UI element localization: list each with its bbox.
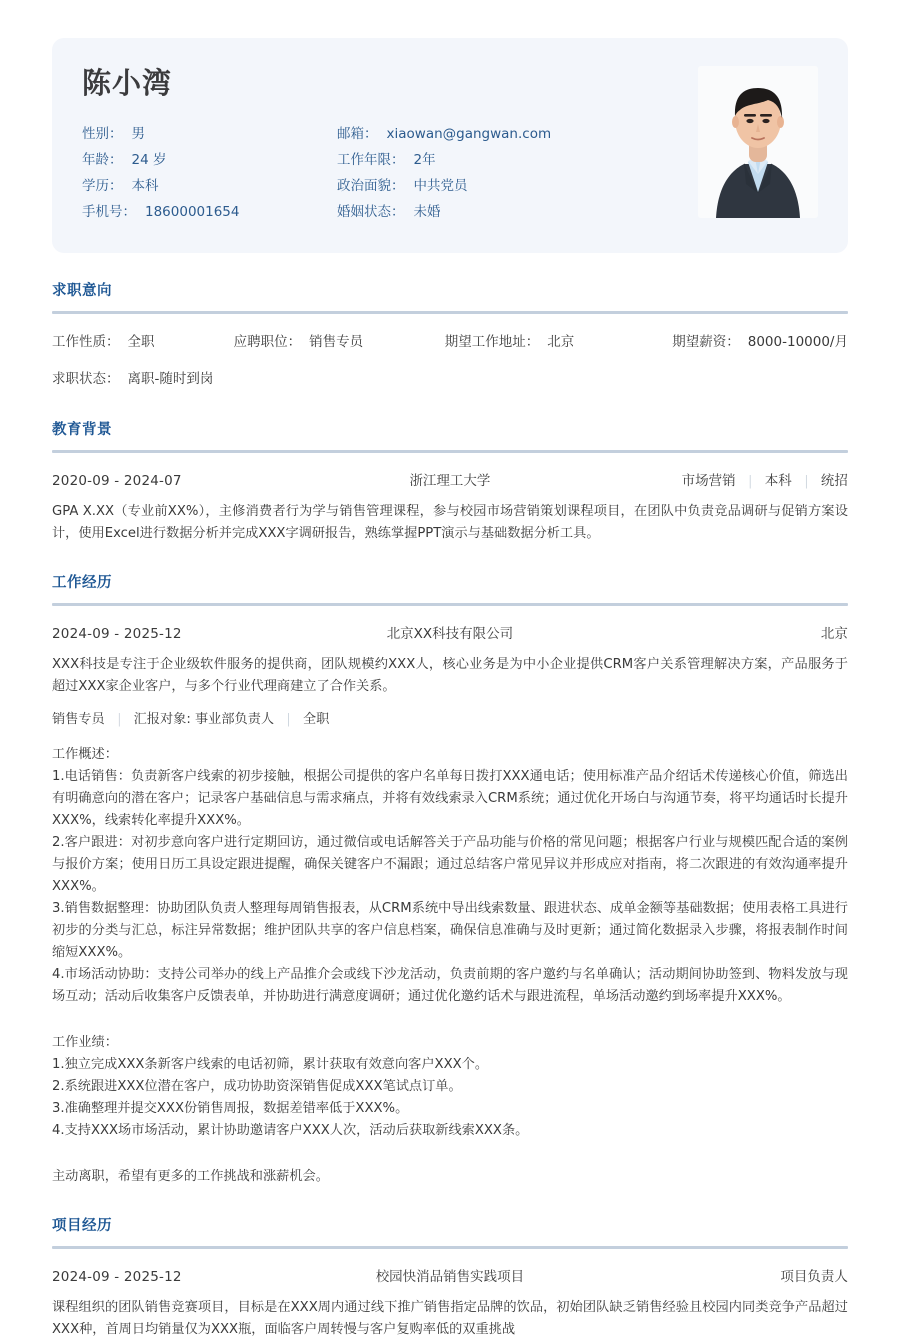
work-tag-position: 销售专员 [52, 712, 105, 727]
separator-icon: | [286, 712, 291, 727]
work-duty-item: 2.客户跟进：对初步意向客户进行定期回访，通过微信或电话解答关于产品功能与价格的常见问题；根据客户行业与规模匹配合适的案例与报价方案；使用日历工具设定跟进提醒，确保关键客户不漏跟；通过总结客户常见异议并形成应对指南，将二次跟进的有效沟通率提升XXX%。 [52, 835, 848, 894]
work-achievement-item: 4.支持XXX场市场活动，累计协助邀请客户XXX人次，活动后获取新线索XXX条。 [52, 1123, 529, 1138]
info-marital-status [337, 199, 642, 225]
intent-status-label: 求职状态： [52, 371, 120, 387]
profile-header-card [52, 38, 848, 253]
info-phone-value: 18600001654 [145, 203, 240, 220]
project-name: 校园快消品销售实践项目 [375, 1269, 525, 1285]
project-entry-head [52, 1265, 848, 1289]
info-marital-status-value: 未婚 [413, 203, 441, 220]
info-gender-label: 性别： [82, 125, 123, 142]
page-title: 陈小湾 [82, 66, 173, 100]
info-education-level-value: 本科 [131, 177, 159, 194]
work-achievement-item: 2.系统跟进XXX位潜在客户，成功协助资深销售促成XXX笔试点订单。 [52, 1079, 462, 1094]
section-education [52, 418, 848, 545]
work-achievement-item: 1.独立完成XXX条新客户线索的电话初筛，累计获取有效意向客户XXX个。 [52, 1057, 489, 1072]
spacer [52, 1152, 848, 1166]
section-title-job-intention: 求职意向 [52, 283, 112, 299]
separator-icon: | [804, 473, 809, 489]
intent-job-type-label: 工作性质： [52, 334, 120, 350]
education-description: GPA X.XX（专业前XX%），主修消费者行为学与销售管理课程，参与校园市场营销策划课程项目，在团队中负责竞品调研与促销方案设计，使用Excel进行数据分析并完成XXX字调研报告，熟练掌握PPT演示与基础数据分析工具。 [52, 504, 848, 541]
work-duties-title: 工作概述： [52, 747, 118, 762]
work-entry-head [52, 622, 848, 646]
project-date: 2024-09 - 2025-12 [52, 1269, 182, 1285]
info-political-status [337, 173, 642, 199]
work-leave-reason: 主动离职，希望有更多的工作挑战和涨薪机会。 [52, 1169, 329, 1184]
work-duty-item: 4.市场活动协助：支持公司举办的线上产品推介会或线下沙龙活动，负责前期的客户邀约与名单确认；活动期间协助签到、物料发放与现场互动；活动后收集客户反馈表单，并协助进行满意度调研；通过优化邀约话术与跟进流程，单场活动邀约到场率提升XXX%。 [52, 967, 848, 1004]
info-email-label: 邮箱： [337, 125, 378, 142]
work-duty-item: 3.销售数据整理：协助团队负责人整理每周销售报表，从CRM系统中导出线索数量、跟进状态、成单金额等基础数据；使用表格工具进行初步的分类与汇总，标注异常数据；维护团队共享的客户信息档案，确保信息准确与及时更新；通过简化数据录入步骤，将报表制作时间缩短XXX%。 [52, 901, 848, 960]
project-role: 项目负责人 [780, 1269, 848, 1285]
intent-location [445, 330, 673, 355]
section-divider [52, 1246, 848, 1249]
info-age-label: 年龄： [82, 151, 123, 168]
info-age [82, 147, 337, 173]
info-education-level-label: 学历： [82, 177, 123, 194]
intent-position-value: 销售专员 [309, 334, 364, 350]
info-gender-value: 男 [131, 125, 145, 142]
education-school: 浙江理工大学 [409, 473, 491, 489]
education-date: 2020-09 - 2024-07 [52, 473, 182, 489]
job-intention-row-2 [52, 367, 848, 392]
section-divider [52, 311, 848, 314]
info-phone [82, 199, 337, 225]
separator-icon: | [116, 712, 122, 727]
intent-salary [672, 330, 848, 355]
section-project-experience [52, 1214, 848, 1341]
intent-salary-label: 期望薪资： [672, 334, 740, 350]
info-email-value: xiaowan@gangwan.com [386, 125, 552, 142]
work-date: 2024-09 - 2025-12 [52, 626, 182, 642]
info-email [337, 121, 642, 147]
section-job-intention [52, 279, 848, 392]
section-title-project-experience: 项目经历 [52, 1218, 112, 1234]
info-gender [82, 121, 337, 147]
section-divider [52, 450, 848, 453]
education-meta [583, 469, 848, 493]
job-intention-row-1 [52, 330, 848, 355]
intent-status-value: 离职-随时到岗 [127, 371, 214, 387]
info-experience-years-label: 工作年限： [337, 151, 405, 168]
section-title-education: 教育背景 [52, 422, 112, 438]
education-entry-head [52, 469, 848, 493]
education-major: 市场营销 [681, 473, 736, 489]
project-entry [52, 1265, 848, 1341]
education-entry [52, 469, 848, 545]
intent-position-label: 应聘职位： [233, 334, 302, 350]
info-experience-years [337, 147, 642, 173]
intent-position [234, 330, 445, 355]
info-education-level [82, 173, 337, 199]
info-age-value: 24 岁 [131, 151, 167, 168]
work-location: 北京 [820, 626, 848, 642]
section-work-experience [52, 571, 848, 1188]
intent-job-type [52, 330, 234, 355]
work-tag-report-to: 汇报对象: 事业部负责人 [133, 712, 275, 727]
work-company: 北京XX科技有限公司 [386, 626, 514, 642]
profile-info-grid [82, 121, 642, 225]
info-experience-years-value: 2年 [413, 151, 436, 168]
intent-location-value: 北京 [547, 334, 575, 350]
education-admission: 统招 [820, 473, 848, 489]
avatar [698, 66, 818, 218]
intent-location-label: 期望工作地址： [444, 334, 540, 350]
work-company-intro: XXX科技是专注于企业级软件服务的提供商，团队规模约XXX人，核心业务是为中小企业提供CRM客户关系管理解决方案，产品服务于超过XXX家企业客户，与多个行业代理商建立了合作关系。 [52, 657, 848, 694]
info-phone-label: 手机号： [82, 203, 136, 220]
info-political-status-label: 政治面貌： [337, 177, 405, 194]
work-tags [52, 708, 848, 732]
intent-salary-value: 8000-10000/月 [747, 334, 848, 350]
section-divider [52, 603, 848, 606]
work-duties [52, 744, 848, 1008]
education-degree: 本科 [764, 473, 792, 489]
separator-icon: | [747, 473, 753, 489]
work-achievements-title: 工作业绩： [52, 1035, 118, 1050]
work-achievements [52, 1032, 848, 1142]
intent-job-type-value: 全职 [127, 334, 155, 350]
info-political-status-value: 中共党员 [413, 177, 468, 194]
intent-status [52, 367, 213, 392]
spacer [52, 1018, 848, 1032]
work-duty-item: 1.电话销售：负责新客户线索的初步接触，根据公司提供的客户名单每日拨打XXX通电话；使用标准产品介绍话术传递核心价值，筛选出有明确意向的潜在客户；记录客户基础信息与需求痛点，并将有效线索录入CRM系统；通过优化开场白与沟通节奏，将平均通话时长提升XXX%，线索转化率提升XXX%。 [52, 769, 848, 828]
project-description: 课程组织的团队销售竞赛项目，目标是在XXX周内通过线下推广销售指定品牌的饮品，初始团队缺乏销售经验且校园内同类竞争产品超过XXX种，首周日均销量仅为XXX瓶，面临客户周转慢与客户复购率低的双重挑战 [52, 1300, 848, 1337]
work-entry [52, 622, 848, 1188]
work-achievement-item: 3.准确整理并提交XXX份销售周报，数据差错率低于XXX%。 [52, 1101, 409, 1116]
section-title-work-experience: 工作经历 [52, 575, 112, 591]
work-tag-job-type: 全职 [302, 712, 330, 727]
info-marital-status-label: 婚姻状态： [337, 203, 405, 220]
